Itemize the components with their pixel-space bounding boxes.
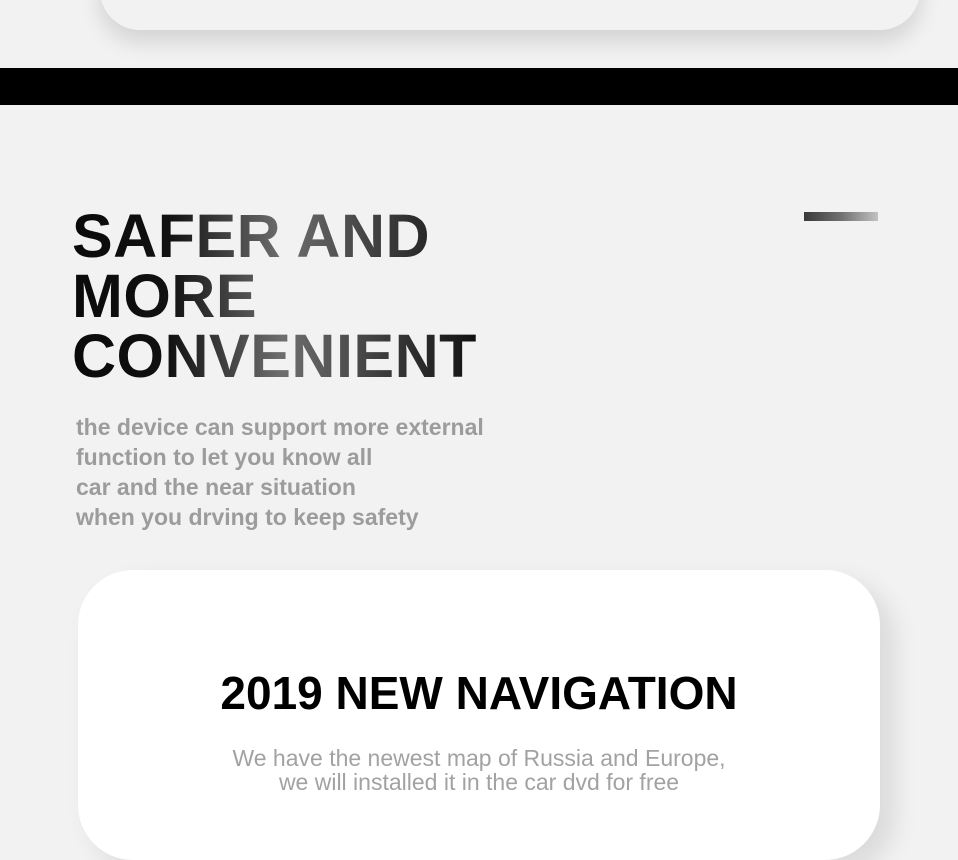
- navigation-title: 2019 NEW NAVIGATION: [220, 667, 738, 719]
- navigation-description-line: we will installed it in the car dvd for free: [278, 769, 680, 795]
- description-line: when you drving to keep safety: [76, 504, 419, 530]
- navigation-card: [78, 570, 880, 860]
- top-card-edge: [100, 0, 920, 30]
- accent-bar: [804, 212, 878, 221]
- navigation-description-line: We have the newest map of Russia and Europe,: [232, 745, 726, 771]
- headline-line: CONVENIENT: [72, 322, 477, 390]
- section-headline: [72, 202, 477, 390]
- description-line: function to let you know all: [76, 444, 373, 470]
- section-divider-band: [0, 68, 958, 105]
- headline-line: MORE: [72, 262, 257, 330]
- section-description: [76, 412, 484, 532]
- description-line: the device can support more external: [76, 414, 484, 440]
- headline-line: SAFER AND: [72, 202, 431, 270]
- navigation-description: [78, 746, 880, 794]
- description-line: car and the near situation: [76, 474, 356, 500]
